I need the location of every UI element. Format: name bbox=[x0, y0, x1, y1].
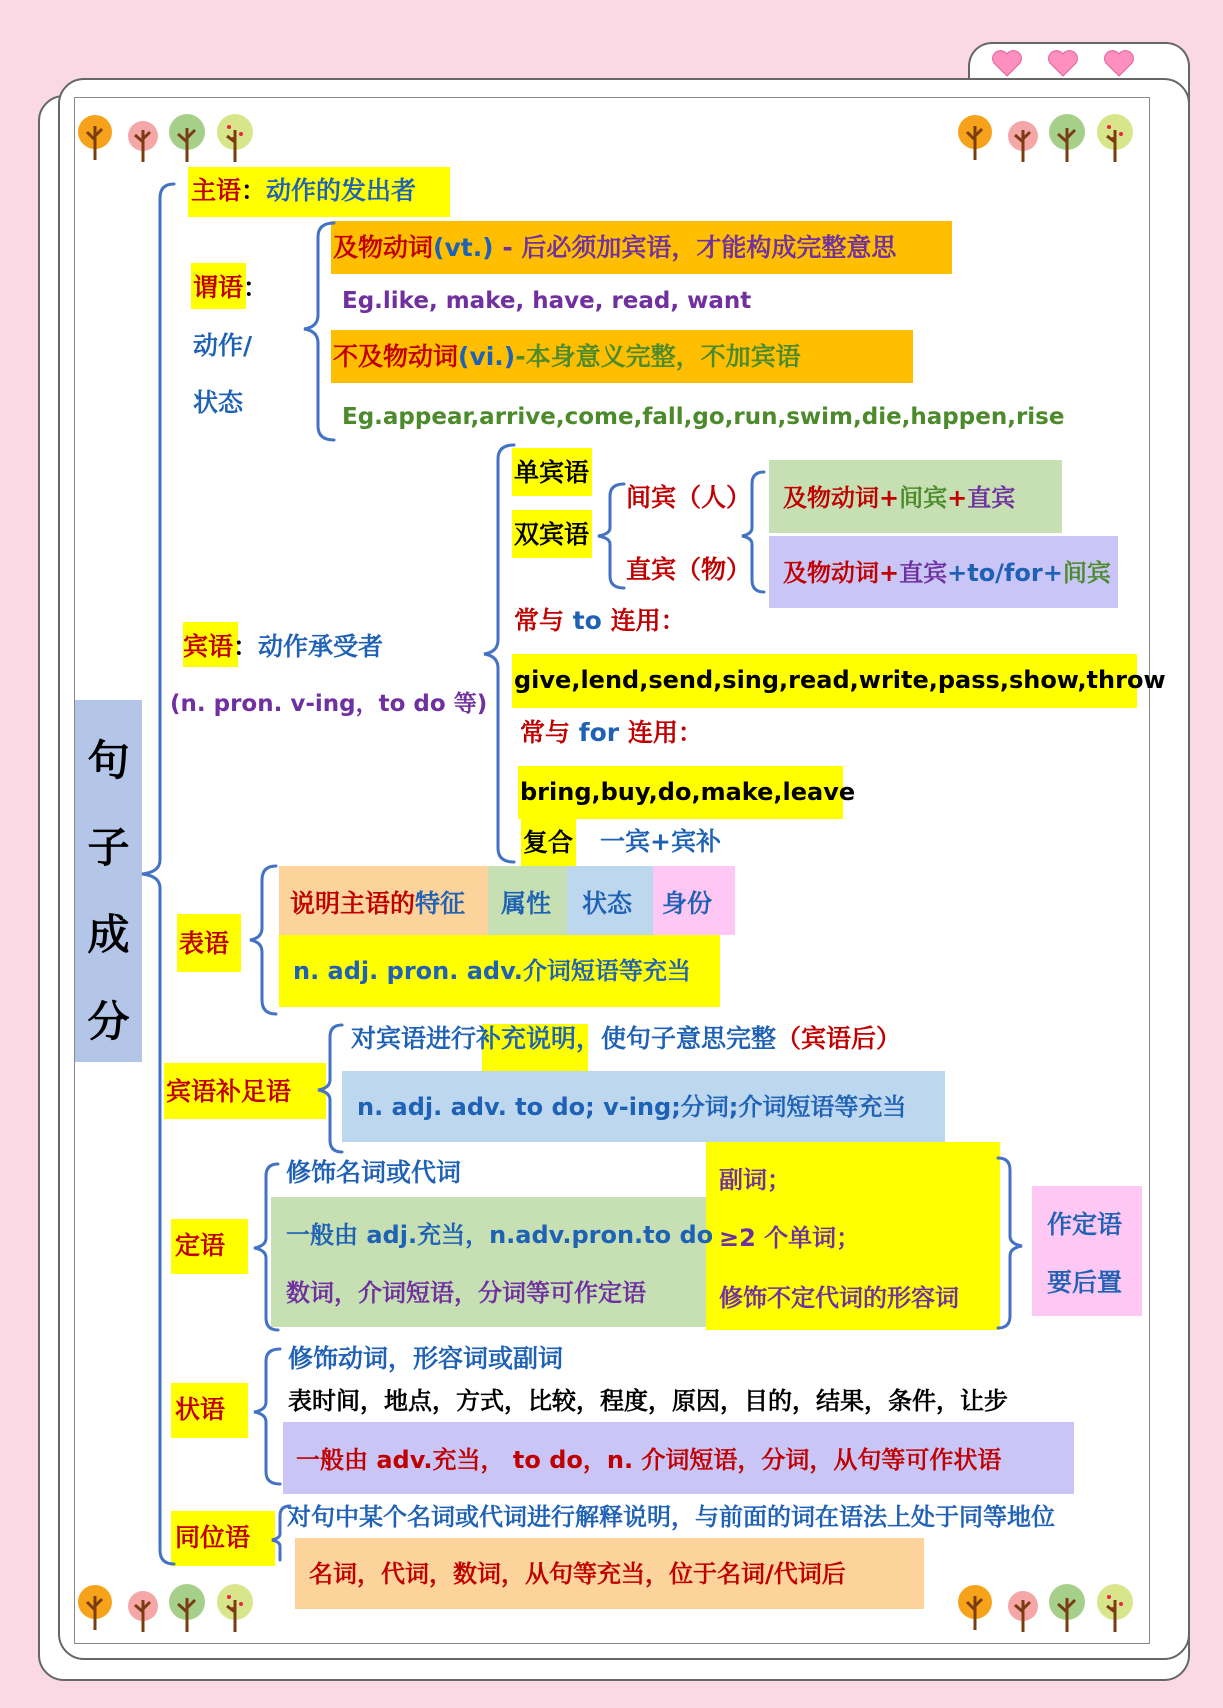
vi-label: 不及物动词 bbox=[333, 342, 459, 371]
complement-desc-a: 对宾语进行 bbox=[351, 1024, 477, 1053]
main-bracket bbox=[142, 184, 174, 1564]
attr-label: 属性 bbox=[501, 889, 552, 918]
title-char: 子 bbox=[87, 823, 130, 872]
with-to-row bbox=[514, 608, 686, 633]
complement-bracket bbox=[318, 1025, 342, 1152]
adverbial-filler: 一般由 adv.充当， to do，n. 介词短语，分词，从句等可作状语 bbox=[296, 1446, 1002, 1474]
vi-row bbox=[333, 344, 801, 369]
predicative-filler: n. adj. pron. adv.介词短语等充当 bbox=[293, 957, 691, 985]
object-bracket bbox=[484, 445, 514, 862]
adverbial-desc: 修饰动词，形容词或副词 bbox=[288, 1344, 564, 1373]
pattern1-c: 直宾 bbox=[967, 484, 1016, 512]
vi-desc: -本身意义完整，不加宾语 bbox=[515, 342, 801, 371]
predicate-sub1: 动作/ bbox=[193, 331, 253, 360]
object-label: 宾语 bbox=[183, 632, 234, 661]
predicative-desc-b: 特征 bbox=[415, 889, 466, 918]
with-for-kw: for bbox=[578, 718, 620, 747]
title-char: 成 bbox=[87, 910, 130, 959]
complement-desc-c: ，使句子意思完整 bbox=[576, 1024, 777, 1053]
subject-row bbox=[191, 178, 416, 203]
object-row bbox=[183, 634, 383, 659]
compound-desc: 一宾+宾补 bbox=[600, 827, 721, 856]
to-verbs: give,lend,send,sing,read,write,pass,show,throw bbox=[514, 666, 1166, 694]
predicate-label-row bbox=[193, 275, 268, 300]
with-for-row bbox=[520, 720, 703, 745]
predicate-sub2: 状态 bbox=[193, 388, 244, 417]
object-colon: ： bbox=[233, 632, 259, 661]
pattern2-plus: + bbox=[879, 559, 900, 587]
single-object: 单宾语 bbox=[514, 458, 590, 487]
postpose-bracket bbox=[998, 1158, 1022, 1328]
predicative-desc-a: 说明主语的 bbox=[290, 889, 416, 918]
pattern1-b: 间宾 bbox=[899, 484, 948, 512]
predicate-label: 谓语 bbox=[193, 273, 244, 302]
subject-label: 主语 bbox=[191, 176, 242, 205]
predicative-desc bbox=[290, 891, 465, 916]
predicate-colon: ： bbox=[243, 273, 269, 302]
vi-abbr: (vi.) bbox=[458, 342, 516, 371]
attributive-label: 定语 bbox=[175, 1231, 226, 1260]
double-object: 双宾语 bbox=[514, 520, 590, 549]
double-object-bracket bbox=[598, 484, 624, 588]
attributive-line1: 一般由 adj.充当，n.adv.pron.to do bbox=[286, 1221, 714, 1249]
indirect-object: 间宾（人） bbox=[626, 483, 752, 512]
post-rule3: 修饰不定代词的形容词 bbox=[719, 1284, 959, 1312]
appositive-label: 同位语 bbox=[175, 1523, 251, 1552]
with-for-pre: 常与 bbox=[520, 718, 579, 747]
for-verbs: bring,buy,do,make,leave bbox=[520, 778, 856, 806]
vt-label: 及物动词 bbox=[333, 233, 434, 262]
predicate-bracket bbox=[304, 223, 334, 440]
pattern1-plus: + bbox=[879, 484, 900, 512]
state-label: 状态 bbox=[582, 889, 633, 918]
predicative-bracket bbox=[250, 866, 276, 1014]
adverbial-label: 状语 bbox=[175, 1395, 226, 1424]
pattern2 bbox=[783, 561, 1111, 585]
pattern1 bbox=[783, 486, 1015, 510]
postpose-line1: 作定语 bbox=[1047, 1210, 1123, 1239]
adverbial-bracket bbox=[254, 1349, 280, 1484]
complement-desc-d: （宾语后） bbox=[776, 1024, 902, 1053]
object-types: (n. pron. v-ing，to do 等) bbox=[170, 691, 488, 717]
vt-example: Eg.like, make, have, read, want bbox=[342, 288, 752, 314]
complement-label: 宾语补足语 bbox=[166, 1077, 292, 1106]
postpose-line2: 要后置 bbox=[1047, 1268, 1123, 1297]
vt-abbr: (vt.) bbox=[433, 233, 494, 262]
post-rule2: ≥2 个单词； bbox=[719, 1224, 861, 1252]
complement-desc bbox=[351, 1026, 901, 1051]
vt-row bbox=[333, 235, 896, 260]
compound-label: 复合 bbox=[523, 828, 574, 857]
title-char: 分 bbox=[87, 997, 130, 1046]
vt-desc: - 后必须加宾语，才能构成完整意思 bbox=[493, 233, 897, 262]
with-to-pre: 常与 bbox=[514, 606, 573, 635]
identity-label: 身份 bbox=[662, 889, 713, 918]
complement-filler: n. adj. adv. to do; v-ing;分词;介词短语等充当 bbox=[357, 1093, 907, 1121]
complement-desc-b: 补充说明 bbox=[476, 1024, 577, 1053]
direct-object: 直宾（物） bbox=[626, 555, 752, 584]
subject-colon: ： bbox=[241, 176, 267, 205]
object-desc: 动作承受者 bbox=[258, 632, 384, 661]
pattern2-a: 及物动词 bbox=[783, 559, 879, 587]
with-to-kw: to bbox=[572, 606, 602, 635]
attributive-line2: 数词，介词短语，分词等可作定语 bbox=[286, 1279, 646, 1307]
title-char: 句 bbox=[87, 736, 130, 785]
post-rule1: 副词； bbox=[719, 1166, 791, 1194]
pattern2-b: 直宾 bbox=[899, 559, 948, 587]
vi-example: Eg.appear,arrive,come,fall,go,run,swim,die,happen,rise bbox=[342, 404, 1065, 430]
adverbial-list: 表时间，地点，方式，比较，程度，原因，目的，结果，条件，让步 bbox=[288, 1387, 1008, 1415]
with-to-post: 连用： bbox=[601, 606, 686, 635]
appositive-desc: 对句中某个名词或代词进行解释说明，与前面的词在语法上处于同等地位 bbox=[287, 1503, 1055, 1531]
subject-desc: 动作的发出者 bbox=[266, 176, 417, 205]
pattern2-c: 间宾 bbox=[1062, 559, 1111, 587]
with-for-post: 连用： bbox=[619, 718, 703, 747]
pattern1-a: 及物动词 bbox=[783, 484, 879, 512]
pattern1-plus: + bbox=[947, 484, 968, 512]
predicative-label: 表语 bbox=[179, 929, 230, 958]
attributive-desc: 修饰名词或代词 bbox=[286, 1158, 462, 1187]
pattern2-tofor: +to/for+ bbox=[947, 559, 1063, 587]
attributive-bracket bbox=[254, 1164, 278, 1330]
appositive-filler: 名词，代词，数词，从句等充当，位于名词/代词后 bbox=[309, 1560, 846, 1588]
